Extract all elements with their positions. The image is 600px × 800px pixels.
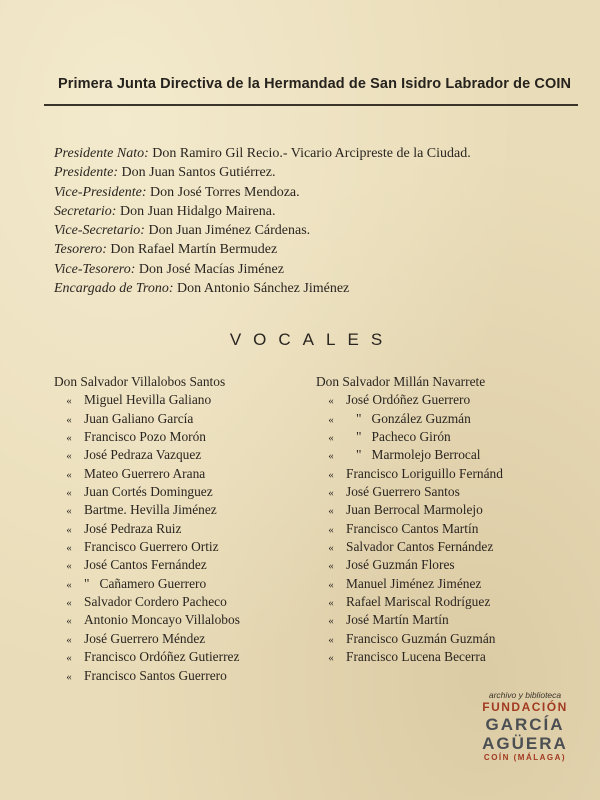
ditto-mark: «: [328, 652, 334, 665]
vocal-row: [316, 556, 503, 574]
ditto-mark: «: [328, 633, 334, 646]
ditto-mark: «: [66, 505, 72, 518]
ditto-mark: «: [328, 450, 334, 463]
officer-name: Don Juan Hidalgo Mairena.: [116, 203, 276, 219]
officer-name: Don Juan Jiménez Cárdenas.: [144, 223, 311, 239]
vocal-row: [316, 611, 503, 629]
vocal-row: [54, 501, 240, 519]
vocal-name: " González Guzmán: [346, 410, 471, 426]
officer-role: Encargado de Trono:: [54, 281, 174, 297]
vocal-name: Francisco Santos Guerrero: [84, 667, 227, 683]
watermark-line-3: AGÜERA: [482, 734, 568, 753]
watermark-line-1: FUNDACIÓN: [482, 700, 568, 714]
vocal-name: José Martín Martín: [346, 612, 449, 628]
ditto-mark: «: [66, 615, 72, 628]
officer-name: Don José Torres Mendoza.: [146, 184, 300, 200]
vocal-name: " Pacheco Girón: [346, 429, 451, 445]
ditto-mark: «: [66, 487, 72, 500]
vocal-row: [54, 538, 240, 556]
vocal-row: [54, 611, 240, 629]
officer-name: Don Juan Santos Gutiérrez.: [118, 165, 276, 181]
vocal-name: José Guzmán Flores: [346, 557, 455, 573]
vocal-row: [54, 465, 240, 483]
officer-row: [54, 240, 584, 259]
vocal-name: Francisco Cantos Martín: [346, 520, 479, 536]
vocal-row: [54, 520, 240, 538]
vocal-name: Salvador Cordero Pacheco: [84, 594, 227, 610]
vocal-row: [316, 520, 503, 538]
vocal-name: Rafael Mariscal Rodríguez: [346, 594, 491, 610]
ditto-mark: «: [66, 578, 72, 591]
officer-name: Don Rafael Martín Bermudez: [106, 242, 278, 258]
vocales-right-column: [316, 373, 503, 667]
officer-row: [54, 183, 584, 202]
vocal-name: Salvador Cantos Fernández: [346, 539, 494, 555]
vocal-name: José Cantos Fernández: [84, 557, 207, 573]
vocal-name: Juan Cortés Dominguez: [84, 484, 213, 500]
ditto-mark: «: [328, 615, 334, 628]
officer-name: Don Ramiro Gil Recio.- Vicario Arcipreste de la Ciudad.: [148, 146, 471, 161]
vocal-name: Juan Galiano García: [84, 410, 194, 426]
vocal-name: " Marmolejo Berrocal: [346, 447, 481, 463]
vocal-name: José Pedraza Ruiz: [84, 520, 182, 536]
officer-role: Vice-Secretario:: [54, 223, 145, 239]
officer-row: [54, 260, 584, 279]
vocal-first-right: Don Salvador Millán Navarrete: [316, 374, 486, 389]
ditto-mark: «: [328, 560, 334, 573]
ditto-mark: «: [328, 505, 334, 518]
vocal-name: Manuel Jiménez Jiménez: [346, 575, 482, 591]
officer-name: Don Antonio Sánchez Jiménez: [173, 281, 350, 297]
watermark-line-2: GARCÍA: [485, 715, 565, 734]
ditto-mark: «: [66, 542, 72, 555]
vocal-row: [316, 410, 503, 428]
vocal-row: [316, 391, 503, 409]
ditto-mark: «: [66, 468, 72, 481]
vocal-row: [316, 465, 503, 483]
vocal-name: Mateo Guerrero Arana: [84, 465, 206, 481]
vocal-row: [54, 556, 240, 574]
vocal-name: Miguel Hevilla Galiano: [84, 392, 212, 408]
vocal-row: [54, 648, 240, 666]
officer-row: [54, 202, 584, 221]
vocal-name: Francisco Guzmán Guzmán: [346, 630, 496, 646]
vocal-name: Juan Berrocal Marmolejo: [346, 502, 483, 518]
vocal-row: [316, 483, 503, 501]
ditto-mark: «: [66, 633, 72, 646]
watermark-subtitle: archivo y biblioteca: [488, 690, 562, 700]
officer-role: Vice-Presidente:: [54, 184, 147, 200]
ditto-mark: «: [328, 487, 334, 500]
ditto-mark: «: [66, 413, 72, 426]
ditto-mark: «: [328, 468, 334, 481]
ditto-mark: «: [66, 395, 72, 408]
ditto-mark: «: [66, 560, 72, 573]
officer-row: [54, 144, 584, 163]
officer-role: Vice-Tesorero:: [54, 261, 136, 277]
vocal-row: [54, 428, 240, 446]
vocales-left-column: [54, 373, 240, 685]
vocal-name: " Cañamero Guerrero: [84, 575, 207, 591]
vocal-name: José Guerrero Méndez: [84, 630, 206, 646]
vocal-row: [54, 630, 240, 648]
vocal-name: José Ordóñez Guerrero: [346, 392, 471, 408]
vocal-row: [316, 648, 503, 666]
vocal-name: Bartme. Hevilla Jiménez: [84, 502, 217, 518]
officer-row: [54, 279, 584, 298]
officer-role: Secretario:: [54, 203, 117, 219]
vocal-row: [316, 575, 503, 593]
vocal-row: [316, 538, 503, 556]
ditto-mark: «: [328, 578, 334, 591]
officer-role: Tesorero:: [54, 242, 107, 258]
vocal-row: [54, 593, 240, 611]
vocal-row: [316, 428, 503, 446]
officer-row: [54, 163, 584, 182]
ditto-mark: «: [328, 395, 334, 408]
page-title: Primera Junta Directiva de la Hermandad de San Isidro Labrador de COIN: [58, 76, 572, 92]
vocal-name: José Guerrero Santos: [346, 484, 460, 500]
officer-row: [54, 221, 584, 240]
vocal-name: José Pedraza Vazquez: [84, 447, 202, 463]
watermark-line-4: COÍN (MÁLAGA): [483, 753, 567, 762]
ditto-mark: «: [328, 413, 334, 426]
vocal-row: [316, 630, 503, 648]
vocal-first-left: Don Salvador Villalobos Santos: [54, 374, 226, 389]
title-divider: [44, 104, 578, 106]
foundation-watermark: [470, 690, 580, 762]
ditto-mark: «: [328, 542, 334, 555]
vocal-row: [316, 446, 503, 464]
ditto-mark: «: [66, 523, 72, 536]
ditto-mark: «: [66, 597, 72, 610]
officer-role: Presidente Nato:: [54, 146, 149, 161]
vocal-row: [54, 667, 240, 685]
vocales-heading: VOCALES: [229, 330, 395, 349]
vocal-name: Antonio Moncayo Villalobos: [84, 612, 240, 628]
vocal-name: Francisco Pozo Morón: [84, 429, 206, 445]
vocal-row: [54, 410, 240, 428]
vocal-name: Francisco Loriguillo Fernánd: [346, 465, 503, 481]
officer-role: Presidente:: [54, 165, 119, 181]
ditto-mark: «: [328, 523, 334, 536]
ditto-mark: «: [66, 652, 72, 665]
officer-name: Don José Macías Jiménez: [135, 261, 284, 277]
ditto-mark: «: [66, 670, 72, 683]
vocal-row: [54, 483, 240, 501]
vocal-name: Francisco Guerrero Ortiz: [84, 539, 219, 555]
vocal-name: Francisco Lucena Becerra: [346, 649, 486, 665]
ditto-mark: «: [328, 597, 334, 610]
vocal-row: [316, 501, 503, 519]
vocal-row: [316, 593, 503, 611]
vocal-row: [54, 446, 240, 464]
vocal-row: [54, 575, 240, 593]
vocal-row: [54, 391, 240, 409]
ditto-mark: «: [66, 450, 72, 463]
vocal-name: Francisco Ordóñez Gutierrez: [84, 649, 240, 665]
ditto-mark: «: [328, 432, 334, 445]
ditto-mark: «: [66, 432, 72, 445]
officers-list: [54, 144, 584, 298]
